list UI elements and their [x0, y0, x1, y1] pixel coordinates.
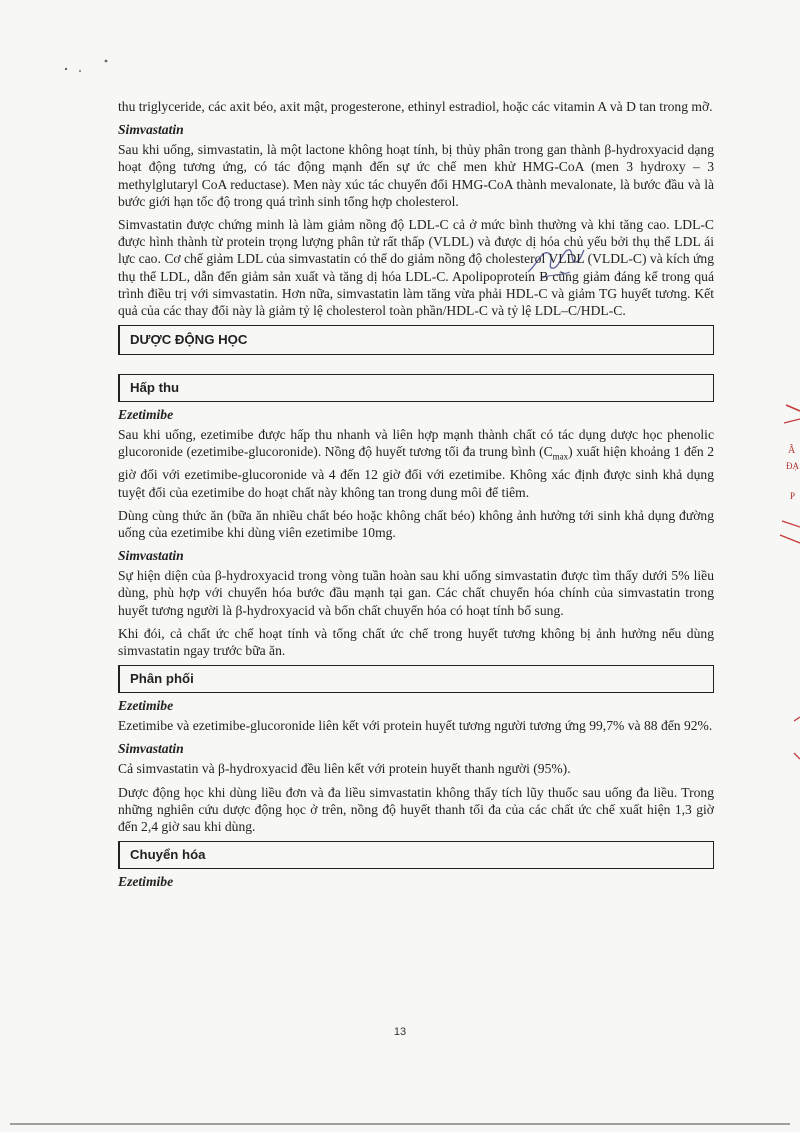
document-page [118, 98, 714, 893]
subheading-ezetimibe: Ezetimibe [118, 407, 174, 423]
svg-text:Ã: Ã [788, 445, 796, 456]
paragraph-simvastatin-fasting: Khi đói, cả chất ức chế hoạt tính và tổng chất ức chế trong huyết tương không bị ảnh hưởng nếu dùng simvastatin ngay trước bữa ăn. [118, 625, 714, 658]
subheading-simvastatin: Simvastatin [118, 548, 184, 564]
section-heading-absorption: Hấp thu [118, 374, 714, 402]
paragraph-simvastatin-mechanism: Sau khi uống, simvastatin, là một lactone không hoạt tính, bị thủy phân trong gan thành β-hydroxyacid dạng hoạt động tương ứng, có tác động mạnh đến sự ức chế men khử HMG-CoA (men 3 hydroxy – 3 methylglutaryl CoA reductase). Men này xúc tác chuyển đổi HMG-CoA thành mevalonate, là bước đầu và là bước giới hạn tốc độ trong quá trình sinh tổng hợp cholesterol. [118, 142, 714, 209]
paragraph-ezetimibe-absorption [118, 426, 714, 501]
subheading-ezetimibe: Ezetimibe [118, 698, 174, 714]
section-heading-distribution: Phân phối [118, 665, 714, 693]
section-heading-metabolism: Chuyển hóa [118, 841, 714, 869]
paragraph-ezetimibe-food: Dùng cùng thức ăn (bữa ăn nhiều chất béo hoặc không chất béo) không ảnh hưởng tới sinh khả dụng đường uống của ezetimibe khi dùng viên ezetimibe 10mg. [118, 507, 714, 540]
stamp-edge-right [776, 395, 800, 775]
bottom-scan-line [0, 1118, 800, 1132]
subheading-simvastatin: Simvastatin [118, 122, 184, 138]
scan-marks-left [60, 55, 120, 85]
subheading-simvastatin: Simvastatin [118, 741, 184, 757]
subheading-ezetimibe: Ezetimibe [118, 874, 174, 890]
text-part: Sau khi uống, ezetimibe được hấp thu nhanh và liên hợp mạnh thành chất có tác dụng dược học phenolic glucoronide (ezetimibe-glucoronide). Nồng độ huyết tương tối đa trung bình (C [118, 427, 714, 460]
page-number: 13 [393, 1026, 407, 1038]
paragraph-intro: thu triglyceride, các axit béo, axit mật, progesterone, ethinyl estradiol, hoặc các vitamin A và D tan trong mỡ. [118, 99, 713, 114]
text-part: ) xuất hiện khoảng 1 đến 2 giờ đối với ezetimibe-glucoronide và 4 đến 12 giờ đối với ezetimibe. Không xác định được sinh khả dụng tuyệt đối của ezetimibe do hoạt chất này không tan trong dung môi để tiêm. [118, 444, 714, 500]
paragraph-simvastatin-binding: Cả simvastatin và β-hydroxyacid đều liên kết với protein huyết thanh người (95%). [118, 761, 571, 777]
paragraph-ezetimibe-binding: Ezetimibe và ezetimibe-glucoronide liên kết với protein huyết tương người tương ứng 99,7% và 88 đến 92%. [118, 718, 713, 734]
section-heading-pharmacokinetics: DƯỢC ĐỘNG HỌC [118, 325, 714, 355]
paragraph-simvastatin-ldl: Simvastatin được chứng minh là làm giảm nồng độ LDL-C cả ở mức bình thường và khi tăng cao. LDL-C được hình thành từ protein trọng lượng phân tử rất thấp (VLDL) và được dị hóa chủ yếu bởi thụ thể LDL ái lực cao. Cơ chế giảm LDL của simvastatin có thể do giảm nồng độ cholesterol VLDL (VLDL-C) và kích ứng thụ thể LDL, dẫn đến giảm sản xuất và tăng dị hóa LDL-C. Apolipoprotein B cũng giảm đáng kể trong quá trình điều trị với simvastatin. Hơn nữa, simvastatin làm tăng vừa phải HDL-C và giảm TG huyết tương. Kết quả của các thay đổi này là giảm tỷ lệ cholesterol toàn phần/HDL-C và tỷ lệ LDL–C/HDL-C. [118, 217, 714, 319]
svg-text:ĐẠ: ĐẠ [786, 461, 799, 471]
subscript-max: max [552, 452, 569, 463]
paragraph-simvastatin-absorption: Sự hiện diện của β-hydroxyacid trong vòng tuần hoàn sau khi uống simvastatin được tìm thấy dưới 5% liều dùng, phù hợp với chuyển hóa bước đầu mạnh tại gan. Các chất chuyển hóa chính của simvastatin trong huyết tương người là β-hydroxyacid và bốn chất chuyển hóa có hoạt tính bổ sung. [118, 568, 714, 618]
svg-text:P: P [790, 491, 796, 501]
paragraph-simvastatin-dosing: Dược động học khi dùng liều đơn và đa liều simvastatin không thấy tích lũy thuốc sau uống đa liều. Trong những nghiên cứu dược động học ở trên, nồng độ huyết thanh tối đa của các chất ức chế xuất hiện 1,3 giờ đến 2,4 giờ sau khi dùng. [118, 784, 714, 834]
